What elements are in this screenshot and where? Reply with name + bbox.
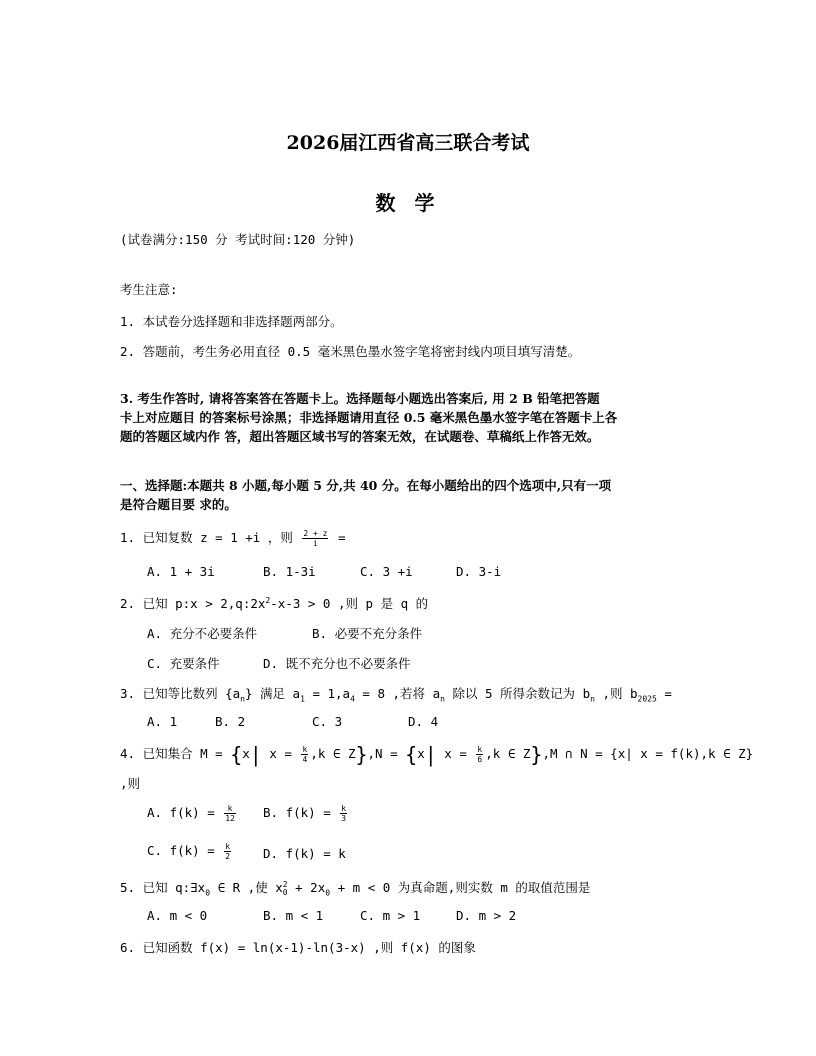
question-1-option-d: D. 3-i [456, 564, 502, 579]
q3-text: ,则 b [594, 686, 638, 701]
q4-text: x = [436, 746, 475, 761]
option-text: A. f(k) = [147, 805, 223, 820]
right-brace: } [530, 742, 543, 767]
question-1-option-b: B. 1-3i [263, 564, 316, 579]
q5-text: + m < 0 为真命题,则实数 m 的取值范围是 [330, 880, 591, 895]
q3-sub: 2025 [637, 694, 657, 704]
question-3-stem [120, 684, 672, 704]
section-heading-line1: 一、选择题:本题共 8 小题,每小题 5 分,共 40 分。在每小题给出的四个选项中,只有一项 [120, 478, 612, 493]
question-2-stem [120, 594, 428, 612]
vertical-bar: | [249, 742, 262, 767]
question-3-option-c: C. 3 [312, 714, 343, 729]
question-1-suffix: = [330, 530, 346, 545]
fraction-denominator: 2 [225, 852, 231, 861]
q3-sub: 1 [300, 694, 305, 704]
question-1-stem [120, 528, 346, 548]
q4-text: x = [261, 746, 300, 761]
question-2-option-c: C. 充要条件 [147, 656, 220, 671]
notice-heading: 考生注意: [120, 282, 178, 297]
fraction-numerator: k [225, 842, 231, 851]
option-fraction [224, 842, 231, 861]
q4-text: 4. 已知集合 M = [120, 746, 231, 761]
question-5-option-d: D. m > 2 [456, 908, 517, 923]
question-6-stem: 6. 已知函数 f(x) = ln(x-1)-ln(3-x) ,则 f(x) 的图象 [120, 940, 476, 955]
notice-item-3-line1: 3. 考生作答时, 请将答案答在答题卡上。选择题每小题选出答案后, 用 2 B 铅笔把答题 [120, 391, 600, 406]
q4-text: ,N = [367, 746, 406, 761]
question-5-stem [120, 878, 590, 898]
exam-title: 2026届江西省高三联合考试 [286, 132, 530, 154]
q3-text: = 8 ,若将 a [354, 686, 441, 701]
question-3-option-d: D. 4 [408, 714, 439, 729]
right-brace: } [355, 742, 368, 767]
exam-info: (试卷满分:150 分 考试时间:120 分钟) [120, 232, 356, 247]
question-1-option-c: C. 3 +i [360, 564, 413, 579]
q3-text: 除以 5 所得余数记为 b [444, 686, 591, 701]
question-4-stem [120, 742, 754, 767]
question-1-prefix: 1. 已知复数 z = 1 +i ，则 [120, 530, 301, 545]
q5-sub: 0 [205, 888, 211, 898]
option-text: C. f(k) = [147, 843, 223, 858]
question-3-option-b: B. 2 [215, 714, 246, 729]
option-fraction [224, 804, 236, 823]
q4-fraction-m [301, 745, 308, 764]
q3-text: 3. 已知等比数列 {a [120, 686, 241, 701]
question-4-option-d: D. f(k) = k [263, 846, 346, 861]
question-4-option-a [147, 804, 238, 823]
question-1-option-a: A. 1 + 3i [147, 564, 215, 579]
notice-item-3-line2: 卡上对应题目 的答案标号涂黑；非选择题请用直径 0.5 毫米黑色墨水签字笔在答题卡上各 [120, 410, 618, 425]
q3-sub: n [240, 694, 245, 704]
notice-item-3-line3: 题的答题区域内作 答，超出答题区域书写的答案无效，在试题卷、草稿纸上作答无效。 [120, 429, 600, 444]
left-brace: { [405, 742, 418, 767]
subject-title: 数 学 [375, 191, 441, 215]
q3-sub: n [590, 694, 595, 704]
option-fraction [340, 804, 347, 823]
fraction-denominator: 4 [302, 755, 308, 764]
q3-text: = 1,a [304, 686, 351, 701]
fraction-numerator: k [224, 804, 236, 814]
q4-text: x [417, 746, 425, 761]
q3-text: = [656, 686, 672, 701]
section-heading-line2: 是符合题目要 求的。 [120, 497, 237, 512]
q3-sub: n [440, 694, 445, 704]
q4-text: ,M ∩ N = {x| x = f(k),k ∈ Z} [542, 746, 754, 761]
q4-text: ,k ∈ Z [310, 746, 356, 761]
q5-text: 5. 已知 q:∃x [120, 880, 206, 895]
fraction-denominator: 12 [225, 814, 235, 823]
question-5-option-c: C. m > 1 [360, 908, 421, 923]
fraction-numerator: k [477, 745, 483, 754]
q5-sub: 0 [325, 888, 331, 898]
q4-fraction-n [476, 745, 483, 764]
q5-sub: 0 [282, 887, 288, 897]
question-5-option-a: A. m < 0 [147, 908, 208, 923]
fraction-numerator: 2 + z [303, 529, 328, 538]
vertical-bar: | [424, 742, 437, 767]
fraction-denominator: 3 [341, 814, 347, 823]
question-1-fraction [302, 529, 328, 548]
question-2-superscript: 2 [265, 595, 271, 605]
left-brace: { [230, 742, 243, 767]
q3-sub: 4 [350, 694, 355, 704]
fraction-denominator: i [312, 539, 318, 548]
notice-item-2: 2. 答题前，考生务必用直径 0.5 毫米黑色墨水签字笔将密封线内项目填写清楚。 [120, 344, 581, 359]
q4-text: ,k ∈ Z [485, 746, 531, 761]
notice-item-1: 1. 本试卷分选择题和非选择题两部分。 [120, 314, 343, 329]
question-4-option-b [263, 804, 349, 823]
fraction-numerator: k [302, 745, 308, 754]
question-3-option-a: A. 1 [147, 714, 178, 729]
question-2-stem-part2: -x-3 > 0 ,则 p 是 q 的 [270, 596, 429, 611]
question-2-option-d: D. 既不充分也不必要条件 [263, 656, 411, 671]
question-2-stem-part1: 2. 已知 p:x > 2,q:2x [120, 596, 266, 611]
question-5-option-b: B. m < 1 [263, 908, 324, 923]
q5-text: + 2x [287, 880, 326, 895]
question-2-option-b: B. 必要不充分条件 [312, 626, 423, 641]
question-4-line2: ,则 [120, 776, 141, 791]
q4-text: x [242, 746, 250, 761]
option-text: B. f(k) = [263, 805, 339, 820]
q5-text: ∈ R ,使 x [210, 880, 283, 895]
question-4-option-c [147, 842, 233, 861]
q3-text: } 满足 a [244, 686, 301, 701]
q5-sup: 2 [282, 879, 288, 889]
fraction-denominator: 6 [477, 755, 483, 764]
question-2-option-a: A. 充分不必要条件 [147, 626, 258, 641]
fraction-numerator: k [341, 804, 347, 813]
